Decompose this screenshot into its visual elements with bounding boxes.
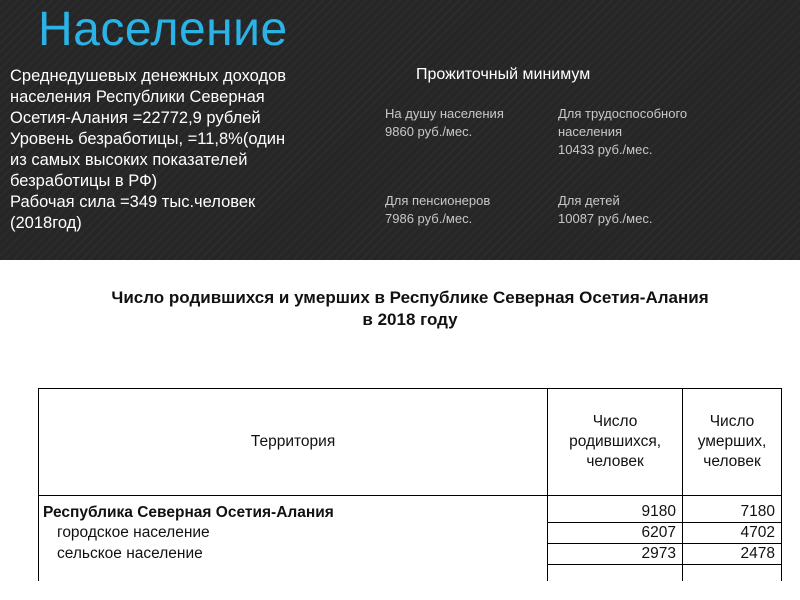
working-age-label-line2: населения bbox=[558, 124, 623, 139]
births-deaths-panel bbox=[0, 260, 800, 600]
slide-title: Население bbox=[38, 3, 288, 56]
row-deaths-value: 4702 bbox=[683, 523, 782, 544]
empty-cell bbox=[39, 565, 548, 582]
working-age-value: 10433 руб./мес. bbox=[558, 142, 653, 157]
text-line: (2018год) bbox=[10, 214, 82, 232]
row-territory-name: сельское население bbox=[39, 544, 548, 565]
text-line: Среднедушевых денежных доходов bbox=[10, 67, 287, 85]
text-line: населения Республики Северная bbox=[10, 88, 265, 106]
table-row bbox=[39, 523, 782, 544]
table-row-empty bbox=[39, 565, 782, 582]
text-line: Рабочая сила =349 тыс.человек bbox=[10, 193, 256, 211]
header-deaths-line3: человек bbox=[703, 453, 761, 470]
header-territory: Территория bbox=[39, 389, 548, 496]
subsistence-children bbox=[558, 192, 652, 228]
births-deaths-table bbox=[38, 388, 782, 581]
subsistence-pensioners bbox=[385, 192, 490, 228]
table-title bbox=[40, 287, 780, 331]
row-deaths-value: 7180 bbox=[683, 496, 782, 523]
header-births-line3: человек bbox=[586, 453, 644, 470]
children-label: Для детей bbox=[558, 193, 620, 208]
text-line: Уровень безработицы, =11,8%(один bbox=[10, 130, 286, 148]
per-capita-label: На душу населения bbox=[385, 106, 504, 121]
pensioners-value: 7986 руб./мес. bbox=[385, 211, 473, 226]
text-line: безработицы в РФ) bbox=[10, 172, 158, 190]
per-capita-value: 9860 руб./мес. bbox=[385, 124, 473, 139]
table-header-row bbox=[39, 389, 782, 496]
header-births bbox=[548, 389, 683, 496]
row-territory-name: городское население bbox=[39, 523, 548, 544]
text-line: из самых высоких показателей bbox=[10, 151, 248, 169]
children-value: 10087 руб./мес. bbox=[558, 211, 653, 226]
header-deaths-line2: умерших, bbox=[697, 433, 767, 450]
row-deaths-value: 2478 bbox=[683, 544, 782, 565]
header-births-line2: родившихся, bbox=[569, 433, 662, 450]
table-title-line1: Число родившихся и умерших в Республике Северная Осетия-Алания bbox=[111, 288, 709, 307]
empty-cell bbox=[683, 565, 782, 582]
subsistence-working-age bbox=[558, 105, 687, 159]
subsistence-per-capita bbox=[385, 105, 504, 141]
row-births-value: 9180 bbox=[548, 496, 683, 523]
table-row bbox=[39, 496, 782, 523]
header-births-line1: Число bbox=[592, 413, 638, 430]
income-unemployment-text bbox=[10, 66, 370, 234]
pensioners-label: Для пенсионеров bbox=[385, 193, 491, 208]
working-age-label-line1: Для трудоспособного bbox=[558, 106, 688, 121]
row-births-value: 2973 bbox=[548, 544, 683, 565]
table-row bbox=[39, 544, 782, 565]
table-title-line2: в 2018 году bbox=[362, 310, 458, 329]
header-deaths-line1: Число bbox=[709, 413, 755, 430]
empty-cell bbox=[548, 565, 683, 582]
subsistence-heading: Прожиточный минимум bbox=[416, 66, 591, 83]
text-line: Осетия-Алания =22772,9 рублей bbox=[10, 109, 261, 127]
row-births-value: 6207 bbox=[548, 523, 683, 544]
row-territory-name: Республика Северная Осетия-Алания bbox=[39, 496, 548, 523]
header-deaths bbox=[683, 389, 782, 496]
